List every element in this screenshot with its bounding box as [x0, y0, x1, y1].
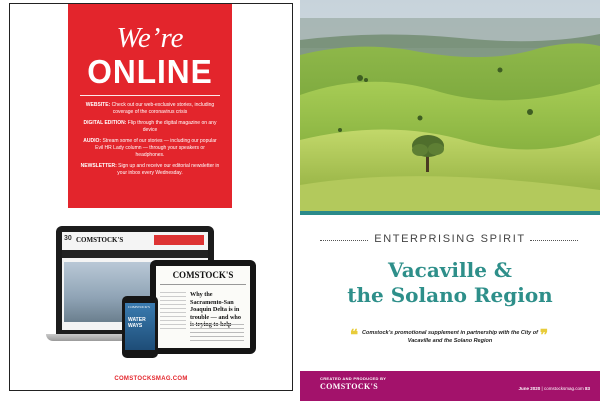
- ad-item-label: NEWSLETTER:: [80, 163, 117, 169]
- close-quote-icon: ❞: [540, 326, 549, 344]
- page-number: 83: [584, 386, 590, 391]
- section-headline: [300, 258, 600, 308]
- tablet-screen: [156, 266, 250, 348]
- ad-item-label: WEBSITE:: [85, 102, 111, 108]
- tablet: [150, 260, 256, 354]
- laptop-masthead: COMSTOCK'S: [76, 236, 124, 244]
- devices-illustration: [46, 226, 260, 356]
- phone-masthead: COMSTOCK'S: [128, 305, 150, 309]
- laptop-issue-number: 30: [64, 235, 72, 242]
- section-opener-page: [300, 0, 600, 401]
- laptop-banner: [154, 235, 204, 245]
- open-quote-icon: ❝: [350, 326, 359, 344]
- rolling-hills-image: [300, 0, 600, 212]
- tablet-side-column: [160, 292, 186, 342]
- ad-main-heading: ONLINE: [87, 53, 213, 90]
- ad-item-digital: [80, 120, 220, 134]
- ad-item-newsletter: [80, 163, 220, 177]
- ad-divider: [80, 95, 220, 96]
- ad-item-text: Stream some of our stories — including our popular Evil HR Lady column — through your speakers or headphones.: [95, 138, 217, 158]
- section-kicker: ENTERPRISING SPIRIT: [374, 233, 526, 245]
- kicker-row: [300, 233, 600, 247]
- footer-site[interactable]: comstocksmag.com: [543, 386, 584, 391]
- tablet-rule: [160, 284, 246, 285]
- phone: [122, 296, 158, 358]
- footer-info: June 2020 | comstocksmag.com 83: [518, 386, 590, 391]
- laptop-navbar: [62, 250, 208, 258]
- ad-item-text: Flip through the digital magazine on any device: [127, 120, 217, 133]
- supplement-note: Comstock’s promotional supplement in partnership with the City of Vacaville and the Solano Region: [362, 330, 538, 344]
- tablet-masthead: COMSTOCK'S: [172, 270, 234, 280]
- tablet-body-text: [190, 324, 244, 344]
- online-ad-panel: [68, 3, 232, 208]
- ad-url[interactable]: COMSTOCKSMAG.COM: [114, 376, 188, 382]
- headline-line-1: Vacaville &: [388, 258, 512, 282]
- phone-screen: [125, 303, 155, 350]
- ad-item-audio: [80, 138, 220, 159]
- subtitle-row: [300, 325, 600, 349]
- created-by-label: CREATED AND PRODUCED BY: [320, 376, 387, 381]
- page-footer: [300, 371, 600, 401]
- footer-date: June 2020: [518, 386, 541, 391]
- phone-cover-title: WATER WAYS: [128, 317, 146, 329]
- landscape-photo: [300, 0, 600, 212]
- ad-script-heading: We’re: [116, 22, 184, 54]
- ad-item-text: Check out our web-exclusive stories, including coverage of the coronavirus crisis: [111, 102, 215, 115]
- ad-item-text: Sign up and receive our editorial newsletter in your inbox every Wednesday.: [117, 163, 220, 176]
- tablet-headline: Why the Sacramento-San Joaquin Delta is in trouble — and who: [190, 291, 241, 321]
- headline-line-2: the Solano Region: [347, 283, 553, 307]
- ad-item-label: DIGITAL EDITION:: [83, 120, 127, 126]
- ad-item-label: AUDIO:: [83, 138, 102, 144]
- online-ad-page: [9, 3, 293, 391]
- teal-divider: [300, 211, 600, 215]
- ad-item-website: [80, 102, 220, 116]
- dotted-rule-right: [530, 240, 578, 241]
- comstocks-logo: COMSTOCK'S: [320, 382, 379, 391]
